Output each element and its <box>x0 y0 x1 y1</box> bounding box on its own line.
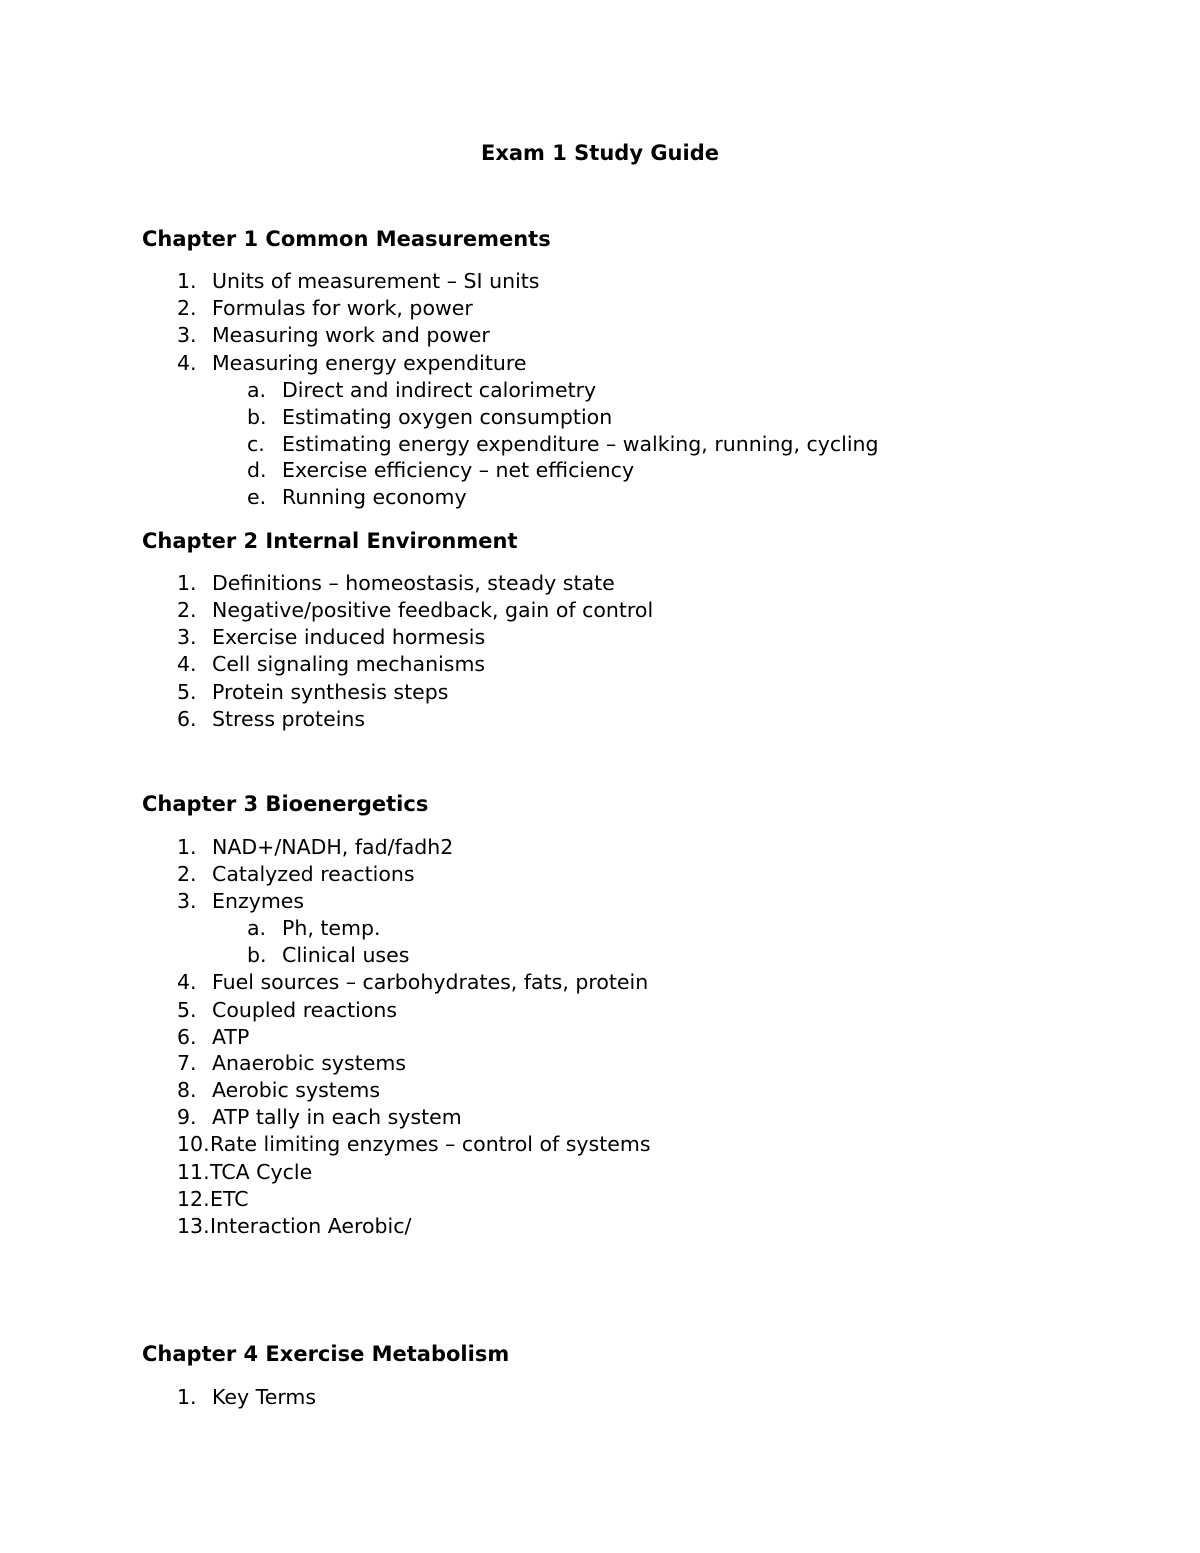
list-marker: d. <box>247 458 267 482</box>
list-item-text: Cell signaling mechanisms <box>212 652 486 676</box>
list-item-text: Direct and indirect calorimetry <box>282 378 597 402</box>
list-marker: a. <box>247 916 267 940</box>
list-item-text: Catalyzed reactions <box>212 862 415 886</box>
list-item-text: Enzymes <box>212 889 305 913</box>
list-marker: 10. <box>177 1132 210 1156</box>
list-item-text: Coupled reactions <box>212 998 398 1022</box>
list-item-text: Exercise induced hormesis <box>212 625 486 649</box>
list-marker: 12. <box>177 1187 210 1211</box>
list-item-text: ETC <box>210 1187 249 1211</box>
list-marker: a. <box>247 378 267 402</box>
section-heading-chapter-1: Chapter 1 Common Measurements <box>142 227 551 251</box>
list-item-text: Estimating energy expenditure – walking, running, cycling <box>282 432 879 456</box>
list-item-text: Protein synthesis steps <box>212 680 449 704</box>
list-item-text: Estimating oxygen consumption <box>282 405 613 429</box>
list-marker: b. <box>247 405 267 429</box>
list-marker: 1. <box>177 835 197 859</box>
section-heading-chapter-2: Chapter 2 Internal Environment <box>142 529 518 553</box>
list-marker: 2. <box>177 862 197 886</box>
list-item-text: Measuring energy expenditure <box>212 351 527 375</box>
list-item-text: Running economy <box>282 485 467 509</box>
list-marker: 5. <box>177 998 197 1022</box>
list-item-text: TCA Cycle <box>210 1160 313 1184</box>
list-marker: 1. <box>177 1385 197 1409</box>
list-item-text: Formulas for work, power <box>212 296 473 320</box>
list-marker: 1. <box>177 571 197 595</box>
list-item-text: Interaction Aerobic/ <box>210 1214 412 1238</box>
list-item-text: NAD+/NADH, fad/fadh2 <box>212 835 454 859</box>
list-item-text: ATP tally in each system <box>212 1105 462 1129</box>
list-item-text: Aerobic systems <box>212 1078 381 1102</box>
list-marker: 6. <box>177 707 197 731</box>
section-heading-chapter-4: Chapter 4 Exercise Metabolism <box>142 1342 510 1366</box>
list-marker: 4. <box>177 351 197 375</box>
list-marker: 4. <box>177 970 197 994</box>
list-item-text: Rate limiting enzymes – control of systems <box>210 1132 651 1156</box>
list-item-text: Exercise efficiency – net efficiency <box>282 458 635 482</box>
list-marker: 6. <box>177 1025 197 1049</box>
list-marker: 13. <box>177 1214 210 1238</box>
list-marker: b. <box>247 943 267 967</box>
list-marker: 11. <box>177 1160 210 1184</box>
list-marker: 1. <box>177 269 197 293</box>
list-marker: 3. <box>177 889 197 913</box>
list-marker: 8. <box>177 1078 197 1102</box>
list-marker: 2. <box>177 598 197 622</box>
document-title: Exam 1 Study Guide <box>481 141 719 165</box>
list-marker: 5. <box>177 680 197 704</box>
list-marker: 4. <box>177 652 197 676</box>
section-heading-chapter-3: Chapter 3 Bioenergetics <box>142 792 429 816</box>
list-item-text: Ph, temp. <box>282 916 381 940</box>
list-marker: 7. <box>177 1051 197 1075</box>
list-marker: 3. <box>177 323 197 347</box>
list-item-text: Negative/positive feedback, gain of control <box>212 598 654 622</box>
list-marker: 9. <box>177 1105 197 1129</box>
list-marker: 3. <box>177 625 197 649</box>
list-item-text: Fuel sources – carbohydrates, fats, protein <box>212 970 649 994</box>
list-item-text: ATP <box>212 1025 250 1049</box>
list-item-text: Measuring work and power <box>212 323 490 347</box>
list-item-text: Key Terms <box>212 1385 317 1409</box>
list-marker: c. <box>247 432 265 456</box>
list-item-text: Clinical uses <box>282 943 410 967</box>
list-item-text: Stress proteins <box>212 707 366 731</box>
list-marker: e. <box>247 485 267 509</box>
list-item-text: Anaerobic systems <box>212 1051 406 1075</box>
list-item-text: Definitions – homeostasis, steady state <box>212 571 615 595</box>
list-marker: 2. <box>177 296 197 320</box>
list-item-text: Units of measurement – SI units <box>212 269 540 293</box>
